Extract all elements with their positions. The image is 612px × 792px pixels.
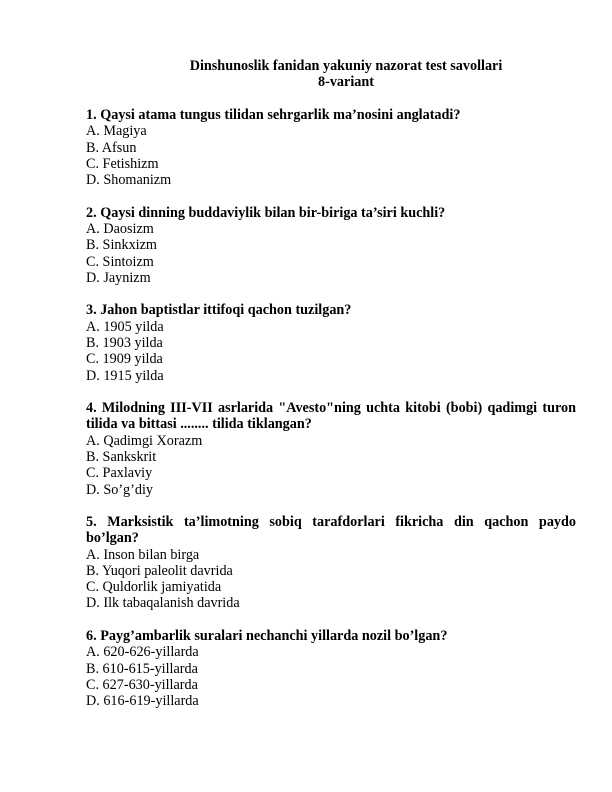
variant-label: 8-variant xyxy=(318,74,374,90)
answer-option-b: B. Sinkxizm xyxy=(86,237,157,254)
answer-option-a: A. Magiya xyxy=(86,123,147,140)
document-title: Dinshunoslik fanidan yakuniy nazorat test savollari xyxy=(189,58,503,74)
answer-option-b: B. Yuqori paleolit davrida xyxy=(86,562,233,579)
question-1 xyxy=(86,107,576,188)
question-text: 5. Marksistik ta’limotning sobiq tarafdorlari fikricha din qachon paydo bo’lgan? xyxy=(86,513,576,547)
question-2 xyxy=(86,205,576,286)
answer-option-c: C. Quldorlik jamiyatida xyxy=(86,579,222,596)
question-3 xyxy=(86,302,576,383)
answer-option-d: D. Shomanizm xyxy=(86,172,172,189)
answer-option-c: C. Fetishizm xyxy=(86,155,159,172)
answer-option-d: D. So’g’diy xyxy=(86,481,153,498)
question-5 xyxy=(86,514,576,612)
question-text: 4. Milodning III-VII asrlarida "Avesto"ning uchta kitobi (bobi) qadimgi turon tilida va bittasi ........ tilida tiklangan? xyxy=(86,400,576,433)
answer-option-a: A. Qadimgi Xorazm xyxy=(86,432,203,449)
answer-option-d: D. Ilk tabaqalanish davrida xyxy=(86,595,240,612)
answer-option-b: B. Afsun xyxy=(86,139,137,156)
answer-option-a: A. 1905 yilda xyxy=(86,318,164,335)
question-text: 2. Qaysi dinning buddaviylik bilan bir-biriga ta’siri kuchli? xyxy=(86,204,446,221)
answer-option-d: D. Jaynizm xyxy=(86,269,151,286)
answer-option-b: B. Sankskrit xyxy=(86,448,157,465)
answer-option-c: C. Paxlaviy xyxy=(86,465,153,482)
question-text: 1. Qaysi atama tungus tilidan sehrgarlik ma’nosini anglatadi? xyxy=(86,107,461,123)
answer-option-c: C. Sintoizm xyxy=(86,253,154,270)
answer-option-a: A. Inson bilan birga xyxy=(86,546,200,563)
answer-option-b: B. 1903 yilda xyxy=(86,334,163,351)
question-list xyxy=(86,107,576,709)
question-text: 6. Payg’ambarlik suralari nechanchi yillarda nozil bo’lgan? xyxy=(86,627,448,644)
answer-option-d: D. 1915 yilda xyxy=(86,367,164,384)
answer-option-b: B. 610-615-yillarda xyxy=(86,660,198,677)
document-header xyxy=(86,58,576,90)
answer-option-c: C. 1909 yilda xyxy=(86,351,163,368)
answer-option-a: A. 620-626-yillarda xyxy=(86,644,199,661)
question-6 xyxy=(86,628,576,709)
answer-option-a: A. Daosizm xyxy=(86,220,154,237)
answer-option-d: D. 616-619-yillarda xyxy=(86,693,199,710)
question-text: 3. Jahon baptistlar ittifoqi qachon tuzilgan? xyxy=(86,302,352,319)
answer-option-c: C. 627-630-yillarda xyxy=(86,676,198,693)
question-4 xyxy=(86,400,576,498)
